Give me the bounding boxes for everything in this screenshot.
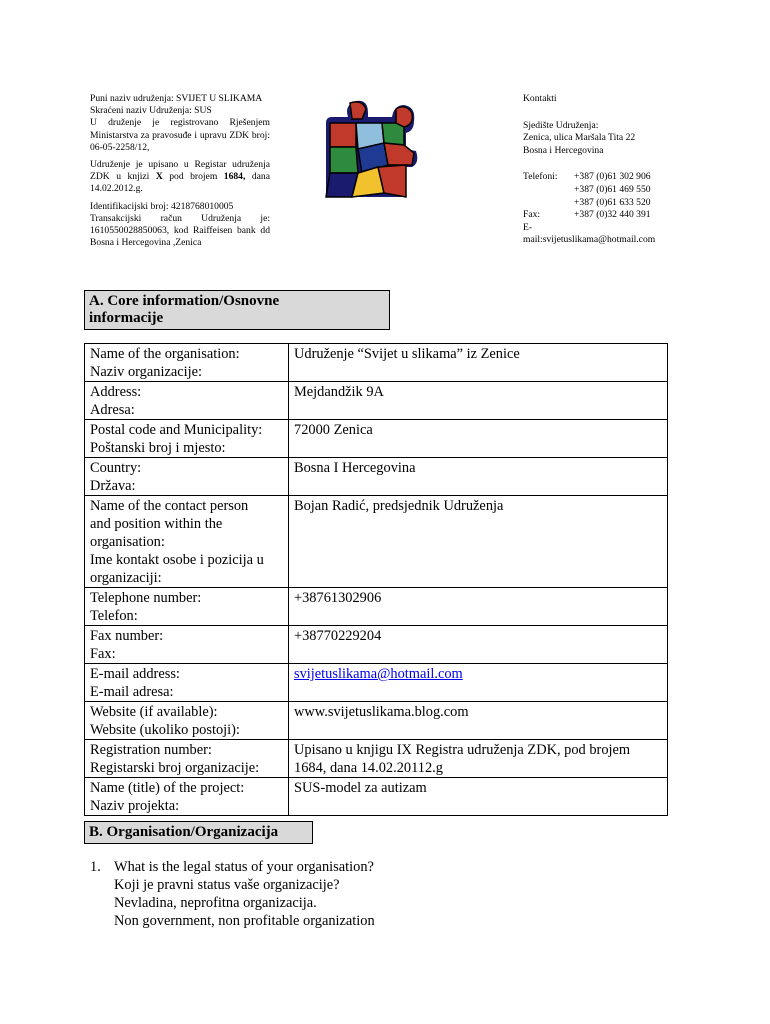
puzzle-piece-logo xyxy=(322,93,420,205)
field-label-line: E-mail address: xyxy=(90,666,180,682)
email-line-1: E- xyxy=(523,221,533,233)
answer-bs: Nevladina, neprofitna organizacija. xyxy=(114,895,317,911)
header-contacts xyxy=(523,93,723,247)
field-value xyxy=(289,740,668,778)
field-label-line: Postal code and Municipality: xyxy=(90,422,263,438)
email-link[interactable]: svijetuslikama@hotmail.com xyxy=(294,666,463,682)
id-number-text: Identifikacijski broj: 4218768010005 xyxy=(90,200,234,212)
table-row xyxy=(85,740,668,778)
field-label-line: Adresa: xyxy=(90,402,135,418)
field-label xyxy=(85,344,289,382)
field-value xyxy=(289,702,668,740)
field-label-line: Country: xyxy=(90,460,142,476)
field-value-line: Bosna I Hercegovina xyxy=(294,460,416,476)
question-bs: Koji je pravni status vaše organizacije? xyxy=(114,877,340,893)
field-value xyxy=(289,458,668,496)
field-value-line: +38770229204 xyxy=(294,628,382,644)
table-row xyxy=(85,496,668,588)
field-value-line: 72000 Zenica xyxy=(294,422,373,438)
field-label xyxy=(85,626,289,664)
phones-label: Telefoni: xyxy=(523,171,558,183)
field-label-line: organisation: xyxy=(90,534,165,550)
register-book: X xyxy=(155,171,163,183)
field-value xyxy=(289,664,668,702)
register-entry-mid: pod brojem xyxy=(169,171,218,183)
contacts-title: Kontakti xyxy=(523,93,557,104)
table-row xyxy=(85,702,668,740)
field-value-line: 1684, dana 14.02.20112.g xyxy=(294,760,443,776)
field-label-line: Telephone number: xyxy=(90,590,202,606)
field-value xyxy=(289,496,668,588)
section-b-title: B. Organisation/Organizacija xyxy=(84,821,313,844)
field-label-line: Ime kontakt osobe i pozicija u xyxy=(90,552,264,568)
seat-label: Sjedište Udruženja: xyxy=(523,119,599,131)
question-1 xyxy=(90,858,375,930)
field-label-line: Naziv projekta: xyxy=(90,798,180,814)
section-a-title-line2: informacije xyxy=(89,310,164,326)
field-label-line: Fax number: xyxy=(90,628,164,644)
field-label-line: Naziv organizacije: xyxy=(90,364,203,380)
table-row xyxy=(85,458,668,496)
field-label-line: E-mail adresa: xyxy=(90,684,174,700)
field-label-line: and position within the xyxy=(90,516,223,532)
field-value xyxy=(289,588,668,626)
field-label-line: Telefon: xyxy=(90,608,138,624)
field-value-line: Upisano u knjigu IX Registra udruženja ZDK, pod brojem xyxy=(294,742,631,758)
field-label-line: Name (title) of the project: xyxy=(90,780,245,796)
email-line-2: mail:svijetuslikama@hotmail.com xyxy=(523,234,656,246)
field-value-line: +38761302906 xyxy=(294,590,382,606)
field-label xyxy=(85,496,289,588)
header-organisation-info xyxy=(90,93,270,254)
phone-1: +387 (0)61 302 906 xyxy=(574,171,651,183)
field-value xyxy=(289,344,668,382)
field-label xyxy=(85,664,289,702)
field-label xyxy=(85,382,289,420)
answer-en: Non government, non profitable organization xyxy=(114,913,375,929)
field-label-line: Fax: xyxy=(90,646,116,662)
seat-block xyxy=(523,120,723,158)
register-entry-pre: Udruženje je upisano u Registar udruženja ZDK u knjizi xyxy=(90,159,270,183)
core-information-table xyxy=(84,343,668,816)
table-row xyxy=(85,778,668,816)
field-value-line: www.svijetuslikama.blog.com xyxy=(294,704,469,720)
full-name-text: Puni naziv udruženja: SVIJET U SLIKAMA xyxy=(90,93,263,104)
table-row xyxy=(85,420,668,458)
field-label xyxy=(85,740,289,778)
phone-2: +387 (0)61 469 550 xyxy=(574,183,651,195)
table-row xyxy=(85,382,668,420)
field-value-line: SUS-model za autizam xyxy=(294,780,427,796)
table-row xyxy=(85,626,668,664)
field-label-line: Name of the organisation: xyxy=(90,346,240,362)
question-en: What is the legal status of your organisation? xyxy=(114,859,374,875)
field-label xyxy=(85,420,289,458)
register-number: 1684, xyxy=(223,171,246,183)
field-label xyxy=(85,588,289,626)
field-value xyxy=(289,420,668,458)
field-label xyxy=(85,702,289,740)
section-a-title xyxy=(84,290,390,330)
bank-account-text: Transakcijski račun Udruženja je: 1610550028850063, kod Raiffeisen bank dd Bosna i Hercegovina ,Zenica xyxy=(90,212,270,249)
registration-decision-text: U druženje je registrovano Rješenjem Ministarstva za pravosuđe i upravu ZDK broj: 06-05-2258/12, xyxy=(90,117,270,153)
field-label-line: Website (if available): xyxy=(90,704,218,720)
table-row xyxy=(85,664,668,702)
field-label-line: Name of the contact person xyxy=(90,498,249,514)
section-a-title-line1: A. Core information/Osnovne xyxy=(89,293,280,309)
field-value-line: Udruženje “Svijet u slikama” iz Zenice xyxy=(294,346,520,362)
field-label-line: Website (ukoliko postoji): xyxy=(90,722,240,738)
field-value-line: Mejdandžik 9A xyxy=(294,384,384,400)
register-entry-post: dana 14.02.2012.g. xyxy=(90,171,270,195)
field-value xyxy=(289,382,668,420)
fax-number: +387 (0)32 440 391 xyxy=(574,209,651,221)
field-label-line: organizaciji: xyxy=(90,570,162,586)
register-entry-text xyxy=(90,159,270,196)
fax-label: Fax: xyxy=(523,209,541,221)
field-label-line: Poštanski broj i mjesto: xyxy=(90,440,226,456)
seat-address: Zenica, ulica Maršala Tita 22 xyxy=(523,132,636,144)
phone-3: +387 (0)61 633 520 xyxy=(574,196,651,208)
field-label xyxy=(85,778,289,816)
field-value xyxy=(289,626,668,664)
field-label-line: Država: xyxy=(90,478,136,494)
field-label xyxy=(85,458,289,496)
phones-block xyxy=(523,171,723,247)
field-value xyxy=(289,778,668,816)
field-label-line: Registration number: xyxy=(90,742,212,758)
field-value-line: Bojan Radić, predsjednik Udruženja xyxy=(294,498,504,514)
field-label-line: Registarski broj organizacije: xyxy=(90,760,260,776)
question-number: 1. xyxy=(90,859,101,875)
short-name-text: Skraćeni naziv Udruženja: SUS xyxy=(90,105,212,117)
field-label-line: Address: xyxy=(90,384,142,400)
table-row xyxy=(85,588,668,626)
seat-country: Bosna i Hercegovina xyxy=(523,144,604,156)
table-row xyxy=(85,344,668,382)
